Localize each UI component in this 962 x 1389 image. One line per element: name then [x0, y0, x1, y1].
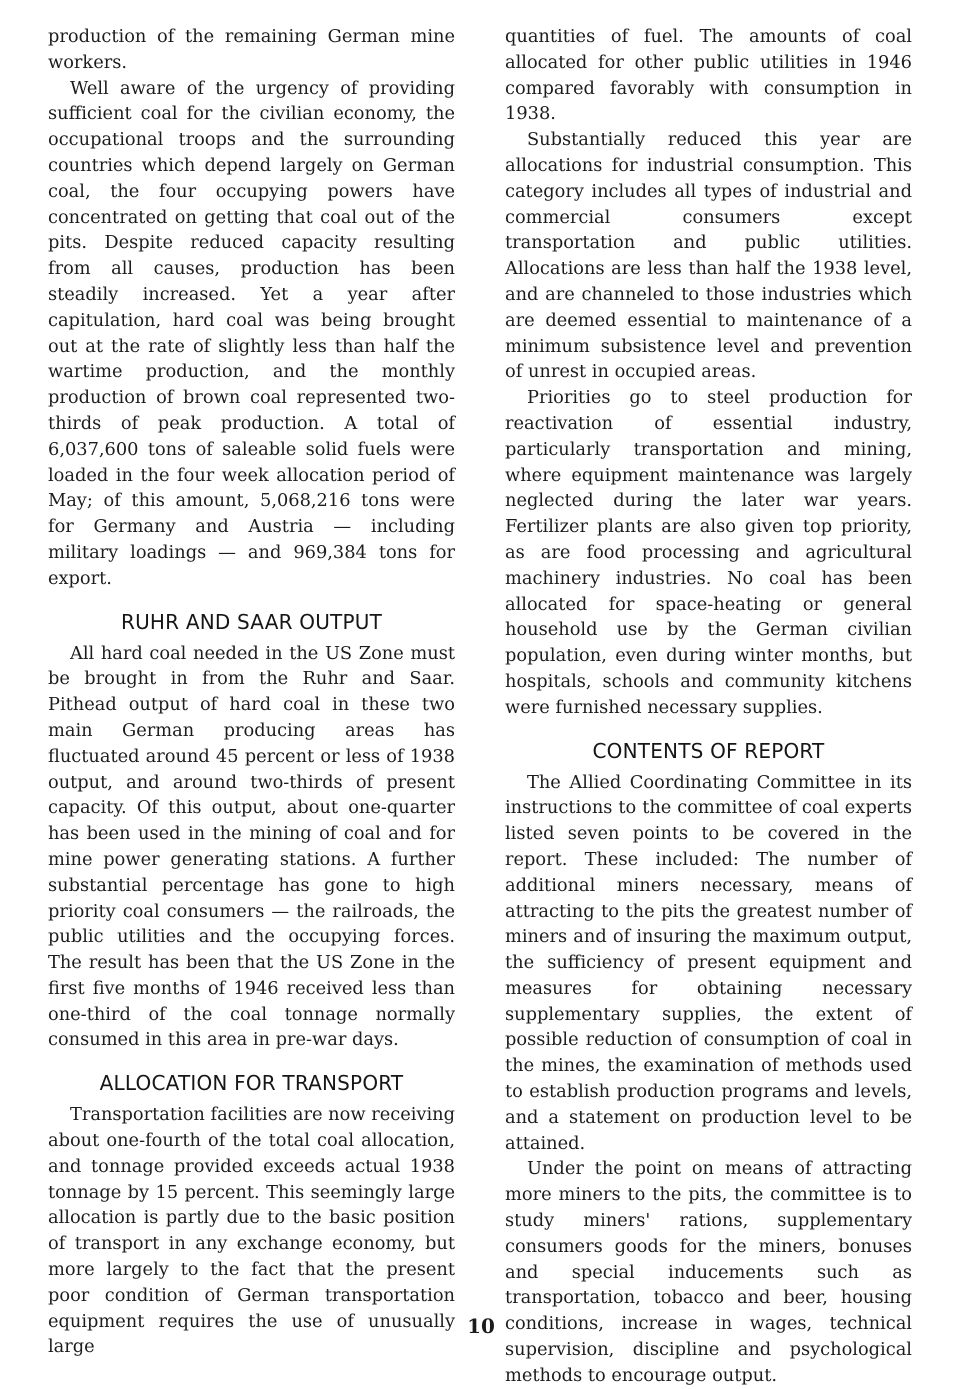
right-column — [505, 24, 912, 1389]
section-heading-transport: ALLOCATION FOR TRANSPORT — [99, 1071, 404, 1096]
section-heading-contents: CONTENTS OF REPORT — [592, 738, 825, 763]
paragraph-industrial: Substantially reduced this year are allocations for industrial consumption. This category includes all types of industrial and commercial consumers except transportation and public utilities. Allocations are less than half the 1938 level, and are channeled to those industries which are deemed essential to maintenance of a minimum subsistence level and prevention of unrest in occupied areas. — [505, 129, 912, 383]
paragraph-continued: production of the remaining German mine workers. — [48, 26, 455, 73]
paragraph-committee: The Allied Coordinating Committee in its instructions to the committee of coal experts listed seven points to be covered in the report. These included: The number of additional miners necessary, means of attracting to the pits the greatest number of miners and of insuring the maximum output, the sufficiency of present equipment and measures for obtaining necessary supplementary supplies, the extent of possible reduction of consumption of coal in the mines, the examination of methods used to establish production programs and levels, and a statement on production level to be attained. — [505, 771, 912, 1154]
left-column — [48, 24, 455, 1360]
paragraph-coal-production: Well aware of the urgency of providing sufficient coal for the civilian economy, the occupational troops and the surrounding countries which depend largely on German coal, the four occupying powers have concentrated on getting that coal out of the pits. Despite reduced capacity resulting from all causes, production has been steadily increased. Yet a year after capitulation, hard coal was being brought out at the rate of slightly less than half the wartime production, and the monthly production of brown coal represented two-thirds of peak production. A total of 6,037,600 tons of saleable solid fuels were loaded in the four week allocation period of May; of this amount, 5,068,216 tons were for Germany and Austria — including military loadings — and 969,384 tons for export. — [48, 77, 455, 589]
section-heading-ruhr-saar: RUHR AND SAAR OUTPUT — [121, 609, 382, 634]
paragraph-transport: Transportation facilities are now receiving about one-fourth of the total coal allocation, and tonnage provided exceeds actual 1938 tonnage by 15 percent. This seemingly large allocation is partly due to the basic position of transport in any exchange economy, but more largely to the fact that the present poor condition of German transportation equipment requires the use of unusually large — [48, 1104, 455, 1358]
paragraph-ruhr-saar: All hard coal needed in the US Zone must be brought in from the Ruhr and Saar. Pithead output of hard coal in these two main German producing areas has fluctuated around 45 percent or less of 1938 output, and around two-thirds of present capacity. Of this output, about one-quarter has been used in the mining of coal and for mine power generating stations. A further substantial percentage has gone to high priority coal consumers — the railroads, the public utilities and the occupying forces. The result has been that the US Zone in the first five months of 1946 received less than one-third of the coal tonnage normally consumed in this area in pre-war days. — [48, 642, 455, 1051]
paragraph-fuel-quantities: quantities of fuel. The amounts of coal allocated for other public utilities in 1946 compared favorably with consumption in 1938. — [505, 26, 912, 125]
page-number: 10 — [467, 1314, 495, 1338]
paragraph-priorities: Priorities go to steel production for reactivation of essential industry, particularly transportation and mining, where equipment maintenance was largely neglected during the later war years. Fertilizer plants are also given top priority, as are food processing and agricultural machinery industries. No coal has been allocated for space-heating or general household use by the German civilian population, even during winter months, but hospitals, schools and community kitchens were furnished necessary supplies. — [505, 387, 912, 718]
paragraph-attracting-miners: Under the point on means of attracting more miners to the pits, the committee is to study miners' rations, supplementary consumers goods for the miners, bonuses and special inducements such as transportation, tobacco and beer, housing conditions, increase in wages, technical supervision, discipline and psychological methods to encourage output. — [505, 1158, 912, 1386]
